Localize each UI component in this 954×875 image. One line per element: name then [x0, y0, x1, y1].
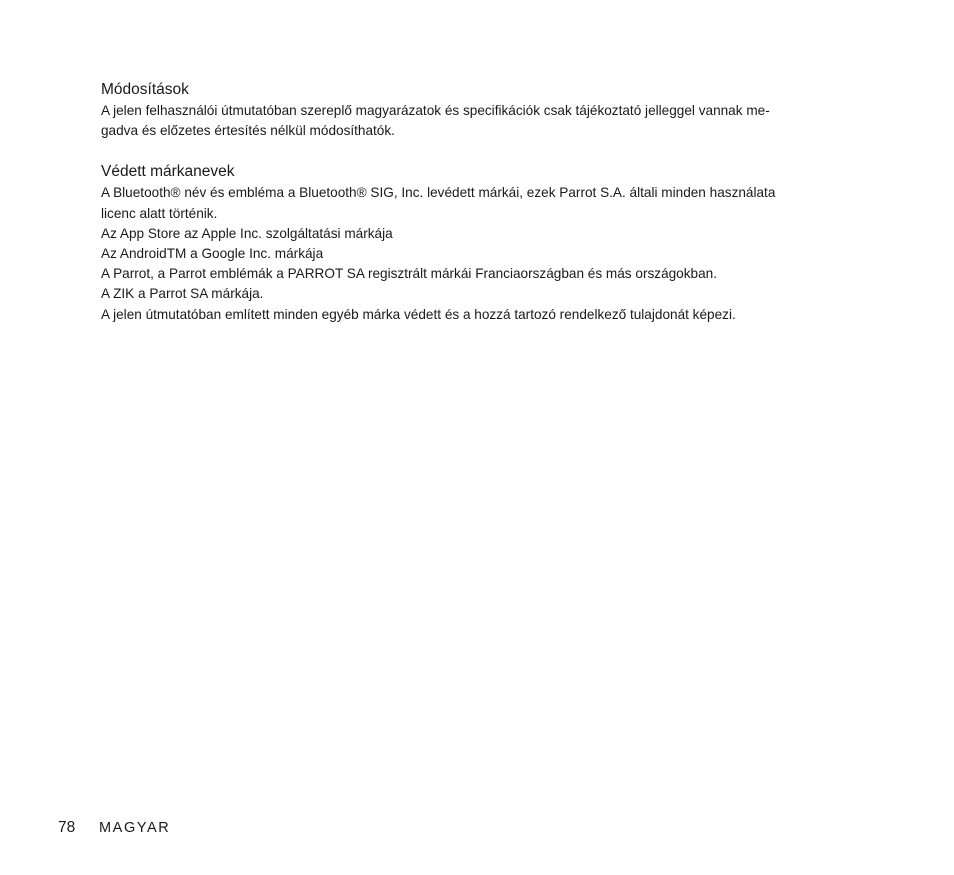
page-number: 78: [58, 819, 76, 836]
text-line: A jelen útmutatóban említett minden egyéb márka védett és a hozzá tartozó rendelkező tulajdonát képezi.: [101, 306, 736, 322]
section-modifications: [101, 80, 861, 141]
text-line: A Parrot, a Parrot emblémák a PARROT SA regisztrált márkái Franciaországban és más országokban.: [101, 266, 717, 282]
section-heading: Védett márkanevek: [101, 163, 235, 181]
section-trademarks: [101, 162, 861, 324]
text-line: Az AndroidTM a Google Inc. márkája: [101, 246, 324, 262]
text-line: A jelen felhasználói útmutatóban szereplő magyarázatok és specifikációk csak tájékoztató jelleggel vannak me-: [101, 103, 770, 118]
text-line: A Bluetooth® név és embléma a Bluetooth® SIG, Inc. levédett márkái, ezek Parrot S.A. általi minden használata: [101, 185, 776, 201]
text-line: Az App Store az Apple Inc. szolgáltatási márkája: [101, 225, 393, 241]
page-footer: [58, 819, 170, 839]
text-line: licenc alatt történik.: [101, 205, 218, 221]
language-label: MAGYAR: [99, 820, 171, 836]
page-content: [101, 80, 861, 325]
section-heading: Módosítások: [101, 81, 189, 98]
text-line: A ZIK a Parrot SA márkája.: [101, 286, 264, 302]
text-line: gadva és előzetes értesítés nélkül módosíthatók.: [101, 123, 395, 139]
